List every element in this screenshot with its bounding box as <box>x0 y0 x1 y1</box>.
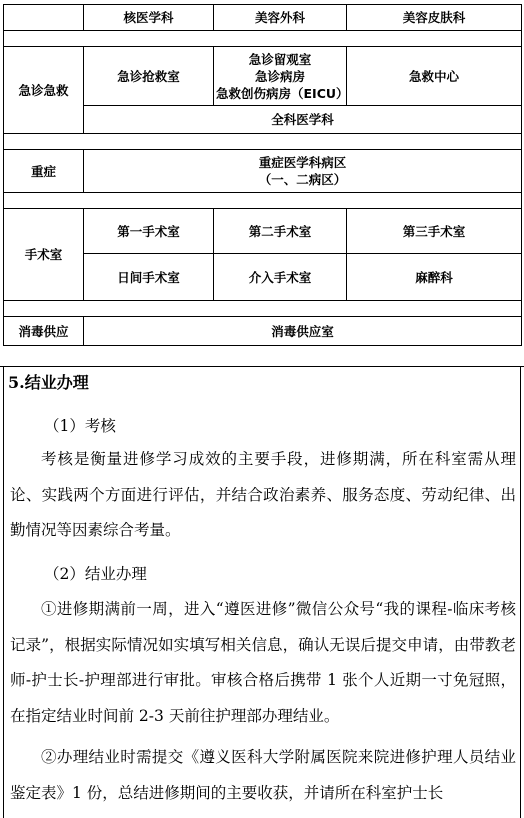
table-cell: 急诊抢救室 <box>84 47 214 106</box>
table-cell <box>84 150 522 193</box>
table-cell: 美容外科 <box>214 5 347 31</box>
table-cell <box>214 47 347 106</box>
subheading-assessment: （1）考核 <box>44 417 116 435</box>
table-row <box>4 209 522 254</box>
table-cell: 介入手术室 <box>214 254 347 301</box>
cell-line: 急诊留观室 <box>248 51 312 67</box>
row-label-critical: 重症 <box>4 150 84 193</box>
table-cell: 日间手术室 <box>84 254 214 301</box>
paragraph-assessment: 考核是衡量进修学习成效的主要手段，进修期满，所在科室需从理论、实践两个方面进行评估，并结合政治素养、服务态度、劳动纪律、出勤情况等因素综合考量。 <box>10 450 516 539</box>
table-cell: 第二手术室 <box>214 209 347 254</box>
subheading-completion: （2）结业办理 <box>44 565 147 583</box>
table-cell: 核医学科 <box>84 5 214 31</box>
table-cell: 麻醉科 <box>347 254 522 301</box>
spacer-row <box>4 134 522 150</box>
table-cell: 全科医学科 <box>84 106 522 134</box>
table-cell: 第一手术室 <box>84 209 214 254</box>
row-label-surgery: 手术室 <box>4 209 84 301</box>
table-row <box>4 150 522 193</box>
cell-line: 急诊病房 <box>254 68 305 84</box>
cell-line: （一、二病区） <box>258 172 347 187</box>
paragraph-completion-step2: ②办理结业时需提交《遵义医科大学附属医院来院进修护理人员结业鉴定表》1 份，总结进修期间的主要收获，并请所在科室护士长 <box>10 748 516 802</box>
spacer-row <box>4 193 522 209</box>
department-table <box>3 4 522 346</box>
spacer-row <box>4 31 522 47</box>
table-cell: 美容皮肤科 <box>347 5 522 31</box>
left-border <box>3 366 4 818</box>
table-row <box>4 47 522 106</box>
row-label-disinfection: 消毒供应 <box>4 317 84 346</box>
row-label-emergency: 急诊急救 <box>4 47 84 134</box>
spacer-row <box>4 301 522 317</box>
table-cell: 急救中心 <box>347 47 522 106</box>
table-cell: 第三手术室 <box>347 209 522 254</box>
cell-line: 急救创伤病房（EICU） <box>216 85 349 101</box>
cell-line: 重症医学科病区 <box>258 155 347 170</box>
right-border <box>520 366 521 818</box>
table-row <box>4 317 522 346</box>
table-cell: 消毒供应室 <box>84 317 522 346</box>
section-title: 5.结业办理 <box>8 373 89 392</box>
table-row <box>4 5 522 31</box>
table-cell <box>4 5 84 31</box>
paragraph-completion-step1: ①进修期满前一周，进入“遵医进修”微信公众号“我的课程-临床考核记录”，根据实际情况如实填写相关信息，确认无误后提交申请，由带教老师-护士长-护理部进行审批。审核合格后携带 1 张个人近期一寸免冠照，在指定结业时间前 2-3 天前往护理部办理结业。 <box>10 600 516 725</box>
